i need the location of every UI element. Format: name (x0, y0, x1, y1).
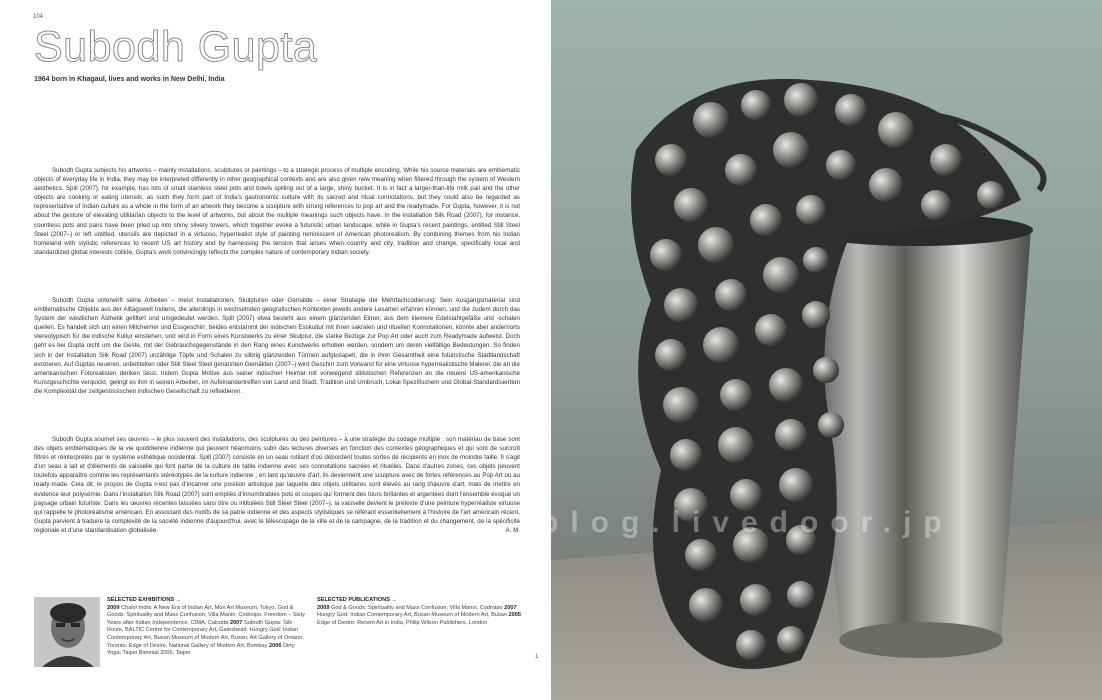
selected-exhibitions (107, 597, 307, 658)
artist-name: Subodh Gupta (34, 23, 318, 71)
french-body: Subodh Gupta soumet ses œuvres – le plus souvent des installations, des sculptures ou des peintures – à une stratégie du codage multiple : son matériau de base sont des objets emblématiques de la vie quotidienne indienne qui peuvent néanmoins subir des lectures diverses en fonction des contextes géographiques et qui sont de surcroît filtrés et réinterprétés par le système esthétique occidental. Spill (2007) consiste en un seau rutilant d'où débordent toutes sortes de récipients en inox de moindre taille. Il s'agit d'un seau à lait et d'éléments de vaisselle qui font partie de la culture de table indienne avec ses connotations sacrées et rituelles. Dans d'autres zones, ces objets peuvent toutefois apparaître comme les représentants stéréotypés de la culture indienne ; en tant qu'œuvre d'art, ils deviennent une sculpture avec de fortes références au Pop Art ou au ready-made. Cela dit, le propos de Gupta n'est pas d'incarner une position artistique par laquelle des objets utilitaires sont élevés au rang d'œuvre d'art, mais de mettre en évidence leur polysémie. Dans l'installation Silk Road (2007) sont empilés d'innombrables pots et coupes qui forment des tours brillantes et argentées dont l'ensemble évoque un paysage urbain futuriste. Dans les œuvres récentes laissées sans titre ou intitulées Still Steel Steel (2007–), la vaisselle devient le prétexte d'une peinture hyperréaliste virtuose qui rappelle le photoréalisme américain. En associant des motifs de sa patrie indienne et des aspects stylistiques se référant essentiellement à l'histoire de l'art américain récent, Gupta parvient à traduire la complexité de la société indienne d'aujourd'hui, avec le télescopage de la ville et de la campagne, de la tradition et du changement, de la spécificité régionale et d'une standardisation globalisée. (34, 436, 520, 534)
exhibition-text: Dirty Yoga, Taipei Biennial 2006, Taipei (107, 642, 295, 657)
english-paragraph: Subodh Gupta subjects his artworks – mainly installations, sculptures or paintings – to a strategic process of multiple encoding. While his source materials are emblematic objects of everyday life in India, they may be interpreted differently in other geographical contexts and are also given new meaning when filtered through the system of Western aesthetics. Spill (2007), for example, has lots of small stainless steel pots and bowls spilling out of a large, shiny bucket. It is in fact a larger-than-life milk pail and the other objects are cooking or eating utensils; as such they form part of India's gastronomic culture with its sacred and ritual connotations, but they could also be regarded as representative of Indian culture as a whole in the form of an artwork they become a sculpture with strong references to pop art and the readymade. For Gupta, however, it is not about the gesture of elevating utilitarian objects to the level of artworks, but about the multiple meanings such objects have. In the installation Silk Road (2007), for instance, countless pots and pans have been piled up into shiny silvery towers, which together evoke a futuristic urban landscape, while in Gupta's recent paintings, entitled Still Steel Steel (2007–) or left untitled, utensils are depicted in a virtuoso, hyperrealist style of painting reminiscent of American photorealism. By combining themes from his Indian homeland with stylistic references to recent US art history and by harnessing the tension that arises when country and city, tradition and change, specifically local and standardized global interests collide, Gupta's work convincingly reflects the complex nature of contemporary Indian society. (34, 167, 520, 256)
artwork-photo (551, 0, 1102, 700)
publication-year: 2007 (504, 604, 517, 611)
exhibitions-heading: SELECTED EXHIBITIONS → (107, 597, 182, 603)
exhibition-year: 2006 (269, 642, 282, 649)
french-text (34, 435, 520, 535)
selected-publications (317, 597, 527, 627)
watermark: blog.livedoor.jp (540, 506, 954, 539)
artist-bio-line: 1964 born in Khagaul, lives and works in New Delhi, India (34, 76, 225, 83)
english-text (34, 166, 520, 257)
exhibition-text: Subodh Gupta: Silk Route, BALTIC Centre for Contemporary Art, Gateshead. Hungry God: Indian Contemporary Art, Busan Museum of Modern Art, Busan; Art Gallery of Ontario, Toronto. Edge of Desire, National Gallery of Modern Art, Bombay (107, 619, 304, 649)
publication-text: Hungry God: Indian Contemporary Art, Busan Museum of Modern Art, Busan (317, 612, 507, 619)
publication-text: God & Goods: Spirituality and Mass Confusion, Villa Manin, Codroipo (331, 604, 503, 611)
exhibition-year: 2007 (229, 619, 243, 626)
artist-portrait (34, 597, 100, 667)
page-number-bottom: 1 (535, 654, 539, 660)
page-number-top: 104 (33, 14, 44, 20)
german-text (34, 296, 520, 396)
exhibition-year: 2009 (107, 604, 120, 611)
german-paragraph: Subodh Gupta unterwirft seine Arbeiten – meist Installationen, Skulpturen oder Gemälde – einer Strategie der Mehrfachcodierung: Sein Ausgangsmaterial sind emblematische Objekte aus der Alltagswelt Indiens, die allerdings in wechselnden geografischen Kontexten jeweils andere Lesarten erfahren können, und die zudem durch das System der westlichen Ästhetik gefiltert und umgedeutet werden. Spill (2007) etwa besteht aus einem glänzenden Eimer, aus dem kleinere Edelstahlgefäße und -schalen quellen. Es handelt sich um einen Milcheimer und Essgeschirr; beides entstammt der indischen Esskultur mit ihren sakralen und rituellen Konnotationen, könnte aber andernorts stereotypisch für die indische Kultur einstehen, und wird in Form eines Kunstwerks zu einer Skulptur, die starke Bezüge zur Pop Art oder auch zum Readymade aufweist. Doch geht es bei Gupta nicht um die Geste, mit der Gebrauchsgegenstände in den Rang eines Kunstwerks erhoben werden, sondern um deren vielfältige Bedeutungen. So finden sich in der Installation Silk Road (2007) unzählige Töpfe und Schalen zu silbrig glänzenden Türmen aufgestapelt, die in ihrer Gesamtheit eine futuristische Stadtlandschaft evozieren. Auf Guptas neueren, unbetitelten oder Still Steel Steel genannten Gemälden (2007–) wird Geschirr zum Vorwand für eine virtuose hyperrealistische Malerei, die an die amerikanischen Fotorealisten denken lässt. Indem Gupta Motive aus seiner indischen Heimat mit vorwiegend stilistischen Referenzen an die neuere US-amerikanische Kunstgeschichte verquickt, gelingt es ihm in seinen Arbeiten, im Aufeinandertreffen von Land und Stadt, Tradition und Umbruch, Lokal-Spezifischem und Global-Standardisiertem die Komplexität der zeitgenössischen indischen Gesellschaft zu reflektieren. (34, 297, 520, 395)
french-paragraph (34, 435, 520, 535)
publication-year: 2009 (317, 604, 330, 611)
publication-year: 2005 (508, 612, 521, 619)
publications-heading: SELECTED PUBLICATIONS → (317, 597, 398, 603)
spill-sculpture-image (551, 0, 1102, 700)
author-signature: A. M. (505, 526, 520, 534)
exhibition-text: Chalo! India: A New Era of Indian Art, Mori Art Museum, Tokyo. God & Goods: Spirituality and Mass Confusion, Villa Manin, Codroipo. Freedom – Sixty Years after Indian Independence, CIMA, Calcutta (107, 604, 305, 626)
publication-entry (317, 605, 503, 611)
publication-text: Edge of Desire: Recent Art in India, Philip Wilson Publishers, London (317, 619, 488, 626)
